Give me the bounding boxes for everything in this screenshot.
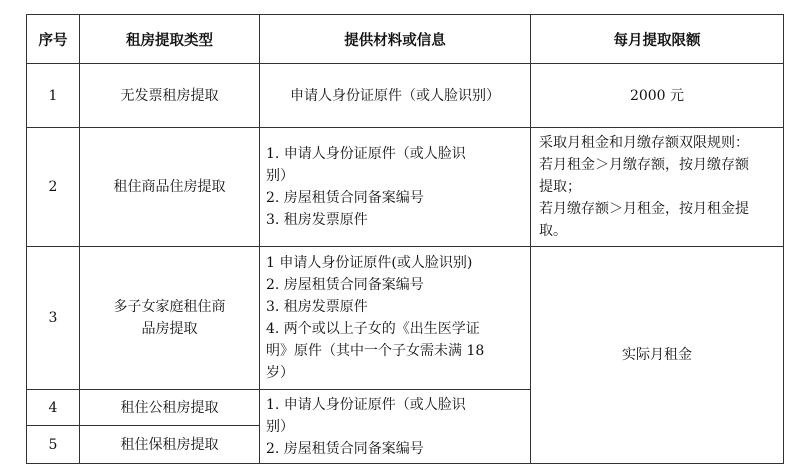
materials-line: 4. 两个或以上子女的《出生医学证: [266, 321, 480, 337]
materials-line: 3. 租房发票原件: [266, 212, 368, 228]
row-type: 租住保租房提取: [80, 426, 260, 464]
row-materials: [260, 64, 531, 128]
materials-line: 2. 房屋租赁合同备案编号: [266, 440, 424, 457]
row-limit: [531, 247, 784, 464]
materials-line: 1. 申请人身份证原件（或人脸识: [266, 396, 466, 413]
row-type: 租住公租房提取: [80, 390, 260, 426]
limit-line: 采取月租金和月缴存额双限规则：: [539, 135, 749, 151]
row-limit: [531, 128, 784, 247]
table-row: [27, 128, 784, 247]
limit-line: 实际月租金: [622, 347, 692, 363]
limit-line: 取。: [539, 223, 567, 239]
materials-line: 明》原件（其中一个子女需未满 18: [266, 343, 485, 359]
row-materials: [260, 390, 531, 464]
table-row: [27, 247, 784, 390]
row-no: 1: [27, 64, 80, 128]
materials-line: 1 申请人身份证原件(或人脸识别): [266, 255, 473, 271]
materials-line: 1. 申请人身份证原件（或人脸识: [266, 146, 466, 162]
table-row: [27, 64, 784, 128]
materials-line: 岁）: [266, 365, 294, 381]
row-no: 2: [27, 128, 80, 247]
type-line: 品房提取: [141, 321, 198, 337]
materials-line: 2. 房屋租赁合同备案编号: [266, 190, 424, 206]
limit-line: 2000 元: [629, 87, 685, 104]
row-type: 无发票租房提取: [80, 64, 260, 128]
header-limit: 每月提取限额: [531, 15, 784, 64]
materials-line: 别）: [266, 168, 294, 184]
row-type: 租住商品住房提取: [80, 128, 260, 247]
row-limit: [531, 64, 784, 128]
row-materials: [260, 247, 531, 390]
row-type: [80, 247, 260, 390]
row-materials: [260, 128, 531, 247]
header-no: 序号: [27, 15, 80, 64]
row-no: 4: [27, 390, 80, 426]
limit-line: 若月缴存额＞月租金，按月租金提: [539, 201, 749, 217]
header-type: 租房提取类型: [80, 15, 260, 64]
materials-line: 申请人身份证原件（或人脸识别）: [290, 87, 500, 104]
rent-withdrawal-table: [26, 14, 784, 464]
header-materials: 提供材料或信息: [260, 15, 531, 64]
limit-line: 若月租金＞月缴存额，按月缴存额: [539, 157, 749, 173]
materials-line: 别）: [266, 418, 294, 435]
header-row: [27, 15, 784, 64]
materials-line: 3. 租房发票原件: [266, 299, 368, 315]
row-no: 3: [27, 247, 80, 390]
materials-line: 2. 房屋租赁合同备案编号: [266, 277, 424, 293]
limit-line: 提取；: [539, 179, 581, 195]
row-no: 5: [27, 426, 80, 464]
type-line: 多子女家庭租住商: [113, 299, 226, 315]
